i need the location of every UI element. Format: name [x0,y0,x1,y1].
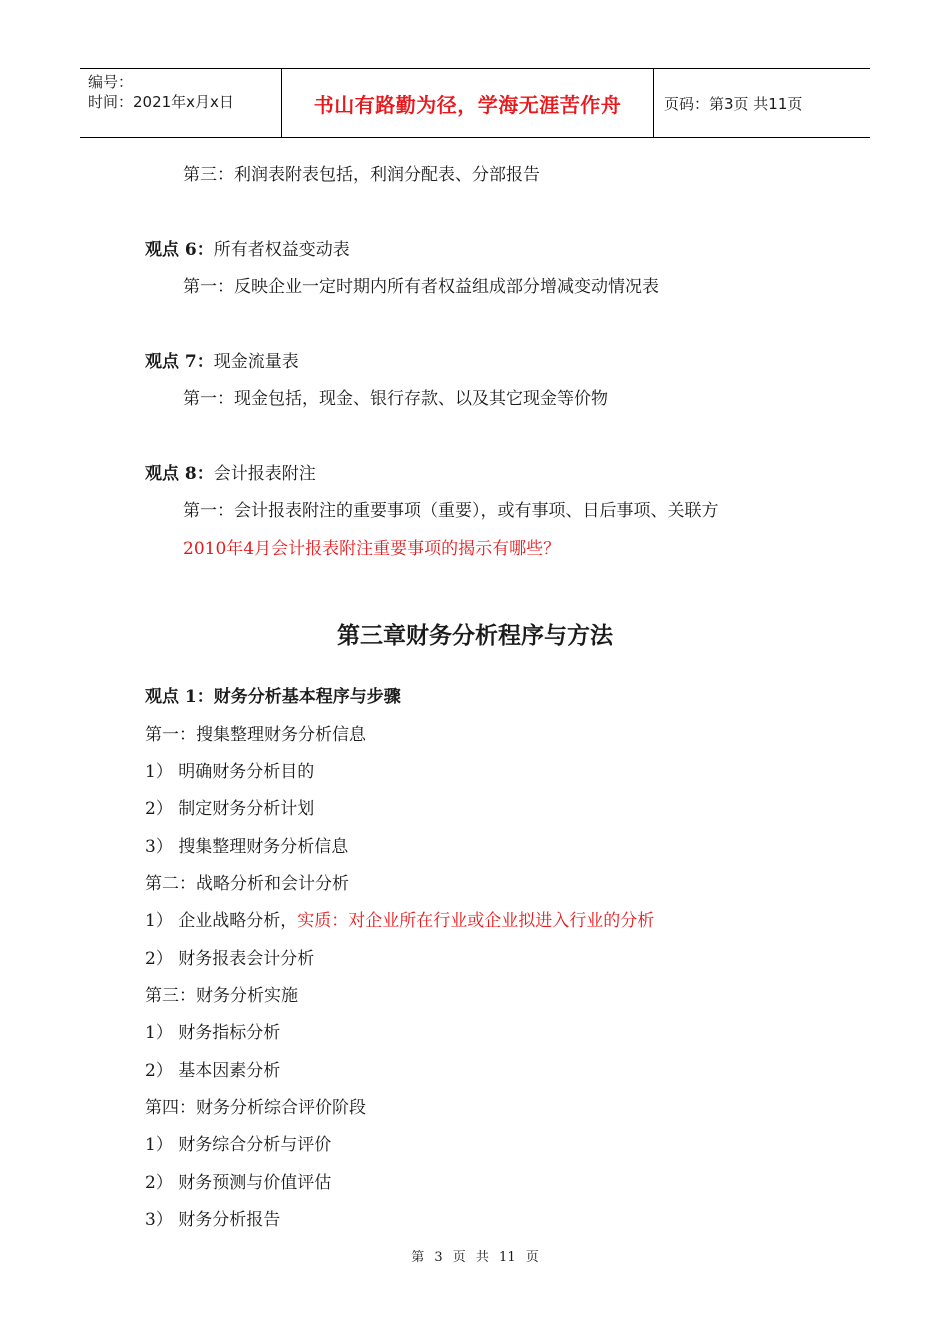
viewpoint-7-first: 第一：现金包括，现金、银行存款、以及其它现金等价物 [183,389,608,409]
step-4-item-3: 3） 财务分析报告 [145,1210,281,1230]
viewpoint-8-first: 第一：会计报表附注的重要事项（重要），或有事项、日后事项、关联方 [183,501,719,521]
page-footer: 第 3 页 共 11 页 [411,1250,539,1265]
viewpoint-7-heading [145,347,299,372]
step-1-item-2: 2） 制定财务分析计划 [145,799,315,819]
chapter-title: 第三章财务分析程序与方法 [337,623,613,649]
step-2-item-1-text: 1） 企业战略分析， [145,911,298,931]
viewpoint-8-label: 观点 8： [145,464,214,484]
step-1-heading: 第一：搜集整理财务分析信息 [145,725,366,745]
step-3-item-2: 2） 基本因素分析 [145,1061,281,1081]
step-2-item-1 [145,906,654,931]
viewpoint-8-text: 会计报表附注 [213,464,316,484]
viewpoint-6-text: 所有者权益变动表 [213,240,350,260]
viewpoint-7-text: 现金流量表 [213,352,299,372]
chapter-viewpoint-1-heading: 观点 1：财务分析基本程序与步骤 [145,687,401,707]
paragraph-income-schedules: 第三：利润表附表包括，利润分配表、分部报告 [183,165,540,185]
step-3-item-1: 1） 财务指标分析 [145,1023,281,1043]
step-4-item-1: 1） 财务综合分析与评价 [145,1135,332,1155]
header-motto: 书山有路勤为径，学海无涯苦作舟 [313,92,622,117]
header-motto-cell [281,69,654,137]
viewpoint-6-label: 观点 6： [145,240,214,260]
step-1-item-1: 1） 明确财务分析目的 [145,762,315,782]
step-4-item-2: 2） 财务预测与价值评估 [145,1173,332,1193]
viewpoint-7-label: 观点 7： [145,352,214,372]
step-1-item-3: 3） 搜集整理财务分析信息 [145,837,349,857]
viewpoint-6-first: 第一：反映企业一定时期内所有者权益组成部分增减变动情况表 [183,277,659,297]
document-number-label: 编号： [88,73,134,91]
header-meta [80,69,281,137]
step-3-heading: 第三：财务分析实施 [145,986,298,1006]
page-header [80,68,870,138]
step-2-heading: 第二：战略分析和会计分析 [145,874,349,894]
header-page-info-cell [654,69,870,137]
viewpoint-8-heading [145,459,316,484]
document-time-label: 时间：2021年x月x日 [88,93,234,111]
step-2-item-2: 2） 财务报表会计分析 [145,949,315,969]
step-2-item-1-highlight: 实质：对企业所在行业或企业拟进入行业的分析 [297,911,655,931]
header-page-info: 页码：第3页 共11页 [664,94,803,113]
step-4-heading: 第四：财务分析综合评价阶段 [145,1098,366,1118]
viewpoint-6-heading [145,235,350,260]
exam-question-highlight: 2010年4月会计报表附注重要事项的揭示有哪些？ [183,539,561,559]
